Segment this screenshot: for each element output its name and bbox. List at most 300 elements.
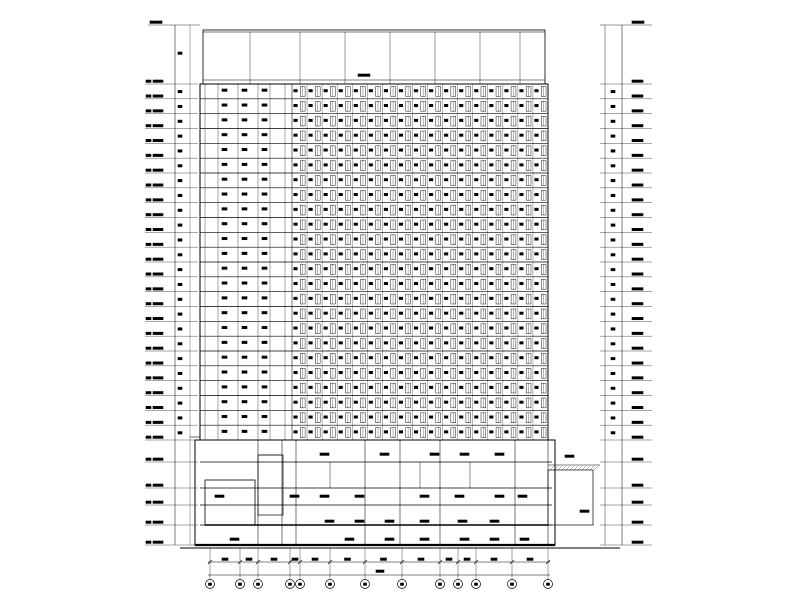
unit-tag — [354, 327, 358, 329]
unit-tag — [459, 327, 463, 329]
unit-tag — [309, 282, 313, 284]
podium-room-label — [430, 453, 439, 455]
level-value — [632, 243, 643, 245]
unit-tag — [444, 416, 448, 418]
unit-tag — [429, 134, 433, 136]
unit-tag — [324, 119, 328, 121]
unit-tag — [520, 282, 524, 284]
room-tag — [222, 326, 227, 328]
unit-tag — [535, 208, 539, 210]
floor-tag — [146, 317, 151, 319]
unit-tag — [475, 179, 479, 181]
level-value — [632, 406, 643, 408]
unit-tag — [294, 193, 298, 195]
unit-tag — [505, 431, 509, 433]
unit-tag — [490, 223, 494, 225]
unit-tag — [505, 179, 509, 181]
room-tag — [262, 237, 267, 239]
unit-tag — [535, 223, 539, 225]
unit-tag — [309, 312, 313, 314]
roof-machine-room — [203, 30, 545, 84]
level-value — [153, 228, 163, 230]
podium-room-label — [420, 538, 429, 540]
unit-tag — [339, 208, 343, 210]
unit-tag — [384, 386, 388, 388]
unit-tag — [294, 297, 298, 299]
unit-tag — [354, 342, 358, 344]
hatch — [582, 466, 586, 470]
unit-tag — [520, 371, 524, 373]
unit-tag — [459, 134, 463, 136]
unit-tag — [475, 357, 479, 359]
unit-tag — [324, 253, 328, 255]
dim-value — [178, 402, 182, 404]
unit-tag — [475, 401, 479, 403]
hatch — [570, 466, 574, 470]
unit-tag — [535, 357, 539, 359]
dim-value — [178, 135, 182, 137]
unit-tag — [444, 149, 448, 151]
unit-tag — [459, 371, 463, 373]
level-value — [153, 377, 163, 379]
level-value — [632, 154, 643, 156]
room-tag — [262, 119, 267, 121]
unit-tag — [399, 357, 403, 359]
unit-tag — [369, 312, 373, 314]
unit-tag — [369, 134, 373, 136]
level-value — [632, 110, 643, 112]
unit-tag — [384, 327, 388, 329]
dim-value — [611, 343, 615, 345]
unit-tag — [459, 401, 463, 403]
podium-room-label — [565, 455, 574, 457]
unit-tag — [414, 238, 418, 240]
grid-axis-label — [209, 583, 212, 585]
room-tag — [222, 267, 227, 269]
unit-tag — [339, 312, 343, 314]
unit-tag — [444, 357, 448, 359]
unit-tag — [490, 268, 494, 270]
unit-tag — [384, 401, 388, 403]
unit-tag — [520, 253, 524, 255]
podium-room-label — [580, 510, 589, 512]
dim-value — [178, 224, 182, 226]
dim-value — [611, 105, 615, 107]
level-value — [632, 484, 643, 486]
level-value — [632, 362, 643, 364]
dim-value — [611, 179, 615, 181]
dim-value — [178, 313, 182, 315]
stair-core — [258, 455, 283, 515]
unit-tag — [309, 238, 313, 240]
grid-axis-label — [299, 583, 302, 585]
unit-tag — [369, 164, 373, 166]
unit-tag — [369, 193, 373, 195]
unit-tag — [369, 327, 373, 329]
unit-tag — [414, 119, 418, 121]
unit-tag — [490, 386, 494, 388]
unit-tag — [520, 238, 524, 240]
unit-tag — [475, 416, 479, 418]
room-tag — [262, 223, 267, 225]
room-tag — [262, 104, 267, 106]
unit-tag — [339, 104, 343, 106]
unit-tag — [444, 134, 448, 136]
unit-tag — [475, 223, 479, 225]
level-value — [153, 95, 163, 97]
level-value — [153, 154, 163, 156]
unit-tag — [444, 208, 448, 210]
unit-tag — [414, 179, 418, 181]
podium-room-label — [520, 538, 529, 540]
unit-tag — [294, 357, 298, 359]
unit-tag — [520, 119, 524, 121]
unit-tag — [414, 223, 418, 225]
room-tag — [222, 401, 227, 403]
unit-tag — [459, 90, 463, 92]
unit-tag — [490, 282, 494, 284]
unit-tag — [429, 238, 433, 240]
unit-tag — [354, 119, 358, 121]
unit-tag — [369, 401, 373, 403]
grid-axis-label — [401, 583, 404, 585]
floor-tag — [146, 436, 151, 438]
unit-tag — [309, 253, 313, 255]
dim-value — [178, 298, 182, 300]
unit-tag — [324, 342, 328, 344]
unit-tag — [475, 297, 479, 299]
unit-tag — [399, 371, 403, 373]
unit-tag — [444, 193, 448, 195]
unit-tag — [475, 282, 479, 284]
unit-tag — [520, 104, 524, 106]
room-tag — [242, 89, 247, 91]
unit-tag — [399, 386, 403, 388]
podium-room-label — [320, 453, 329, 455]
room-tag — [262, 401, 267, 403]
level-value — [153, 139, 163, 141]
unit-tag — [505, 416, 509, 418]
dim-value — [611, 328, 615, 330]
room-tag — [242, 134, 247, 136]
unit-tag — [459, 223, 463, 225]
unit-tag — [369, 371, 373, 373]
unit-tag — [429, 208, 433, 210]
dim-value — [611, 283, 615, 285]
unit-tag — [505, 90, 509, 92]
room-tag — [222, 415, 227, 417]
unit-tag — [324, 193, 328, 195]
unit-tag — [294, 386, 298, 388]
floor-tag — [146, 214, 151, 216]
unit-tag — [444, 179, 448, 181]
unit-tag — [444, 238, 448, 240]
bay-dim-value — [527, 558, 533, 560]
unit-tag — [459, 282, 463, 284]
floor-tag — [146, 243, 151, 245]
room-tag — [222, 282, 227, 284]
room-tag — [222, 430, 227, 432]
level-value — [632, 199, 643, 201]
floor-tag — [146, 458, 151, 460]
dim-value — [611, 194, 615, 196]
level-value — [153, 484, 163, 486]
podium-outline — [195, 440, 555, 545]
unit-tag — [399, 119, 403, 121]
podium-room-label — [495, 453, 504, 455]
room-tag — [222, 208, 227, 210]
room-tag — [222, 104, 227, 106]
unit-tag — [505, 312, 509, 314]
dim-value — [178, 239, 182, 241]
left-level-dimensions — [145, 21, 200, 545]
unit-tag — [399, 164, 403, 166]
unit-tag — [354, 253, 358, 255]
unit-tag — [399, 134, 403, 136]
unit-tag — [309, 119, 313, 121]
unit-tag — [339, 282, 343, 284]
unit-tag — [399, 327, 403, 329]
unit-tag — [459, 119, 463, 121]
floor-tag — [146, 406, 151, 408]
room-tag — [262, 208, 267, 210]
room-tag — [242, 178, 247, 180]
dim-value — [611, 432, 615, 434]
floor-tag — [146, 154, 151, 156]
unit-tag — [324, 386, 328, 388]
unit-tag — [309, 104, 313, 106]
unit-tag — [429, 357, 433, 359]
dim-value — [178, 165, 182, 167]
unit-tag — [369, 223, 373, 225]
unit-tag — [309, 193, 313, 195]
unit-tag — [309, 416, 313, 418]
unit-tag — [490, 119, 494, 121]
unit-tag — [414, 282, 418, 284]
unit-tag — [535, 90, 539, 92]
unit-tag — [339, 327, 343, 329]
unit-tag — [294, 134, 298, 136]
unit-tag — [414, 357, 418, 359]
unit-tag — [490, 297, 494, 299]
unit-tag — [520, 297, 524, 299]
unit-tag — [324, 179, 328, 181]
level-value — [153, 406, 163, 408]
grid-axis-label — [511, 583, 514, 585]
unit-tag — [429, 312, 433, 314]
unit-tag — [414, 253, 418, 255]
dim-value — [611, 165, 615, 167]
room-tag — [262, 267, 267, 269]
unit-tag — [384, 416, 388, 418]
grid-axes — [206, 548, 553, 589]
room-tag — [242, 386, 247, 388]
room-tag — [222, 148, 227, 150]
unit-tag — [369, 282, 373, 284]
unit-tag — [384, 104, 388, 106]
level-value — [632, 184, 643, 186]
unit-tag — [490, 357, 494, 359]
unit-tag — [490, 312, 494, 314]
room-tag — [222, 252, 227, 254]
floor-tag — [146, 421, 151, 423]
bay-dim-value — [246, 558, 252, 560]
unit-tag — [369, 208, 373, 210]
unit-tag — [324, 208, 328, 210]
unit-tag — [520, 416, 524, 418]
unit-tag — [354, 386, 358, 388]
room-tag — [262, 282, 267, 284]
level-value — [153, 392, 163, 394]
unit-tag — [309, 268, 313, 270]
unit-tag — [505, 208, 509, 210]
unit-tag — [475, 386, 479, 388]
unit-tag — [429, 401, 433, 403]
unit-tag — [490, 401, 494, 403]
dim-value — [178, 372, 182, 374]
level-value — [632, 347, 643, 349]
unit-tag — [414, 312, 418, 314]
unit-tag — [369, 149, 373, 151]
floor-tag — [146, 332, 151, 334]
unit-tag — [399, 253, 403, 255]
unit-tag — [444, 253, 448, 255]
unit-tag — [520, 401, 524, 403]
dim-value — [178, 268, 182, 270]
floor-tag — [146, 273, 151, 275]
unit-tag — [309, 134, 313, 136]
unit-tag — [535, 179, 539, 181]
unit-tag — [369, 179, 373, 181]
right-level-dimensions — [600, 21, 652, 545]
unit-tag — [294, 238, 298, 240]
unit-tag — [429, 90, 433, 92]
dim-value — [611, 402, 615, 404]
unit-tag — [520, 90, 524, 92]
level-value — [153, 458, 163, 460]
unit-tag — [475, 119, 479, 121]
floor-tag — [146, 541, 151, 543]
unit-tag — [414, 297, 418, 299]
hatch — [586, 466, 590, 470]
room-tag — [262, 415, 267, 417]
unit-tag — [414, 164, 418, 166]
dim-value — [611, 313, 615, 315]
unit-tag — [520, 179, 524, 181]
unit-tag — [354, 164, 358, 166]
bay-dim-value — [464, 558, 470, 560]
dim-value — [611, 254, 615, 256]
level-value — [153, 421, 163, 423]
unit-tag — [459, 342, 463, 344]
unit-tag — [309, 431, 313, 433]
room-tag — [222, 386, 227, 388]
roof-outline — [203, 30, 545, 84]
level-value — [153, 347, 163, 349]
unit-tag — [339, 179, 343, 181]
unit-tag — [369, 253, 373, 255]
unit-tag — [384, 149, 388, 151]
unit-tag — [309, 342, 313, 344]
level-value — [632, 214, 643, 216]
unit-tag — [429, 193, 433, 195]
unit-tag — [535, 282, 539, 284]
unit-tag — [324, 297, 328, 299]
unit-tag — [294, 401, 298, 403]
level-value — [632, 501, 643, 503]
unit-tag — [414, 90, 418, 92]
unit-tag — [309, 164, 313, 166]
bay-dim-value — [418, 558, 424, 560]
unit-tag — [324, 164, 328, 166]
unit-tag — [399, 268, 403, 270]
grid-axis-label — [329, 583, 332, 585]
podium-room-label — [458, 520, 467, 522]
unit-tag — [414, 401, 418, 403]
unit-tag — [475, 238, 479, 240]
unit-tag — [520, 193, 524, 195]
room-tag — [222, 163, 227, 165]
unit-tag — [384, 371, 388, 373]
unit-tag — [294, 90, 298, 92]
unit-tag — [505, 223, 509, 225]
bay-dim-value — [292, 558, 298, 560]
unit-tag — [444, 104, 448, 106]
unit-tag — [520, 134, 524, 136]
unit-tag — [399, 297, 403, 299]
unit-tag — [429, 268, 433, 270]
bay-dim-value — [222, 558, 228, 560]
unit-tag — [354, 297, 358, 299]
unit-tag — [475, 253, 479, 255]
unit-tag — [535, 149, 539, 151]
unit-tag — [520, 327, 524, 329]
unit-tag — [309, 401, 313, 403]
grid-axis-label — [439, 583, 442, 585]
dim-value — [178, 328, 182, 330]
unit-tag — [414, 134, 418, 136]
unit-tag — [369, 357, 373, 359]
unit-tag — [429, 282, 433, 284]
floor-tag — [146, 288, 151, 290]
unit-tag — [339, 431, 343, 433]
unit-tag — [339, 164, 343, 166]
room-tag — [242, 401, 247, 403]
dim-value — [178, 150, 182, 152]
unit-tag — [505, 297, 509, 299]
dim-value — [611, 357, 615, 359]
unit-tag — [535, 371, 539, 373]
podium-room-label — [380, 453, 389, 455]
unit-tag — [490, 371, 494, 373]
floor-tag — [146, 501, 151, 503]
dim-value — [178, 209, 182, 211]
unit-tag — [384, 238, 388, 240]
unit-tag — [369, 297, 373, 299]
unit-tag — [520, 386, 524, 388]
podium-levels — [195, 440, 600, 545]
hatch — [550, 466, 554, 470]
hatch — [578, 466, 582, 470]
unit-tag — [459, 104, 463, 106]
grid-axis-label — [239, 583, 242, 585]
unit-tag — [490, 327, 494, 329]
grid-axis-label — [475, 583, 478, 585]
roof-label — [358, 74, 370, 76]
unit-tag — [459, 416, 463, 418]
unit-tag — [384, 134, 388, 136]
grid-axis-label — [364, 583, 367, 585]
